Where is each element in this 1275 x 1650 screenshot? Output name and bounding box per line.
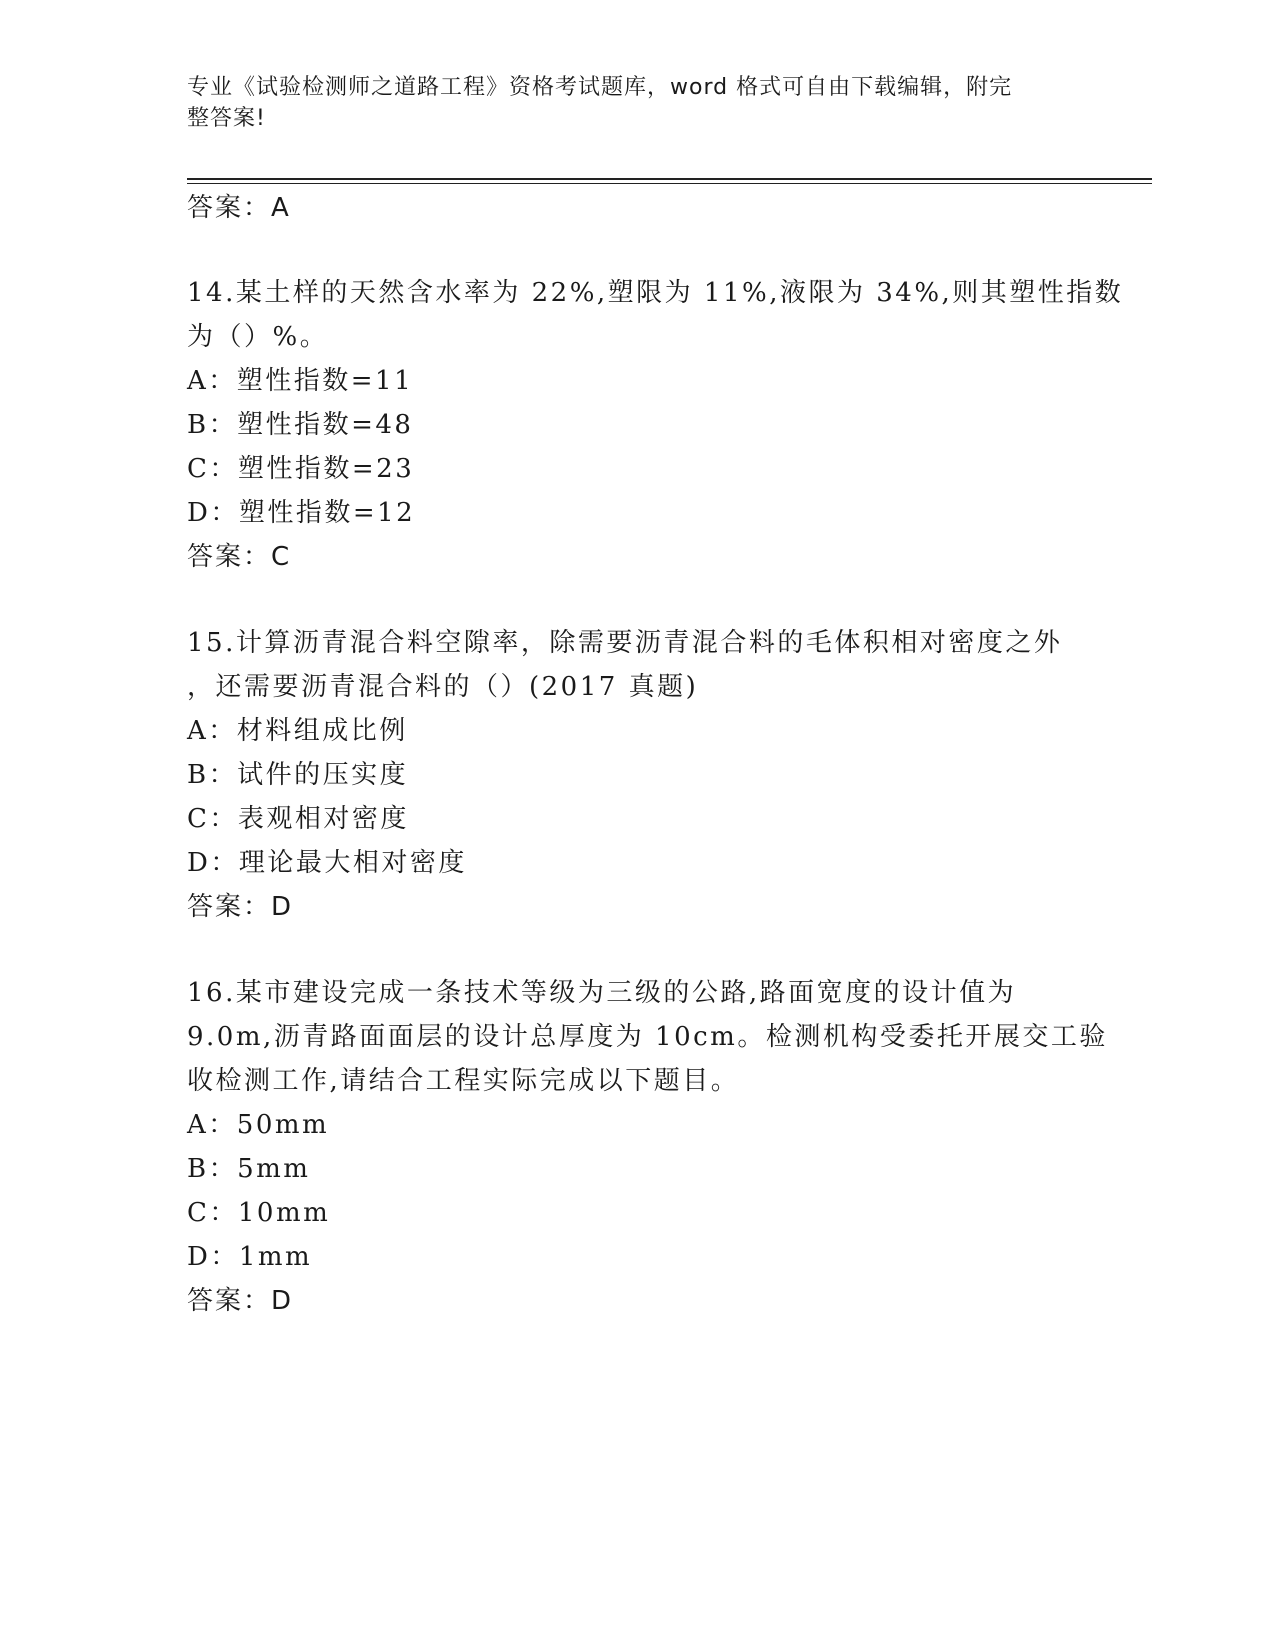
question-15-line-2: ，还需要沥青混合料的（）(2017 真题) [187, 672, 699, 702]
question-14-line-2: 为（）%。 [187, 322, 329, 352]
answer-14: 答案：C [187, 542, 292, 572]
q16-option-d: D：1mm [187, 1242, 313, 1272]
q15-option-d: D：理论最大相对密度 [187, 848, 467, 878]
header-divider-thin [187, 183, 1152, 184]
q15-option-a: A：材料组成比例 [187, 716, 408, 746]
q14-option-b: B：塑性指数=48 [187, 410, 414, 440]
q14-option-c: C：塑性指数=23 [187, 454, 415, 484]
question-14-line-1: 14.某土样的天然含水率为 22%,塑限为 11%,液限为 34%,则其塑性指数 [187, 278, 1124, 308]
q14-option-d: D：塑性指数=12 [187, 498, 416, 528]
answer-15: 答案：D [187, 892, 294, 922]
answer-16: 答案：D [187, 1286, 294, 1316]
header-line-2: 整答案! [187, 106, 266, 131]
question-15-line-1: 15.计算沥青混合料空隙率，除需要沥青混合料的毛体积相对密度之外 [187, 628, 1063, 658]
q15-option-b: B：试件的压实度 [187, 760, 409, 790]
q16-option-c: C：10mm [187, 1198, 331, 1228]
question-16-line-1: 16.某市建设完成一条技术等级为三级的公路,路面宽度的设计值为 [187, 978, 1017, 1008]
question-16-line-2: 9.0m,沥青路面面层的设计总厚度为 10cm。检测机构受委托开展交工验 [187, 1022, 1108, 1052]
q16-option-b: B：5mm [187, 1154, 311, 1184]
answer-13: 答案：A [187, 193, 291, 223]
header-divider-thick [187, 178, 1152, 180]
q14-option-a: A：塑性指数=11 [187, 366, 414, 396]
question-16-line-3: 收检测工作,请结合工程实际完成以下题目。 [187, 1066, 740, 1096]
q16-option-a: A：50mm [187, 1110, 330, 1140]
header-line-1: 专业《试验检测师之道路工程》资格考试题库，word 格式可自由下载编辑，附完 [187, 75, 1013, 100]
q15-option-c: C：表观相对密度 [187, 804, 409, 834]
document-header [187, 72, 1067, 134]
